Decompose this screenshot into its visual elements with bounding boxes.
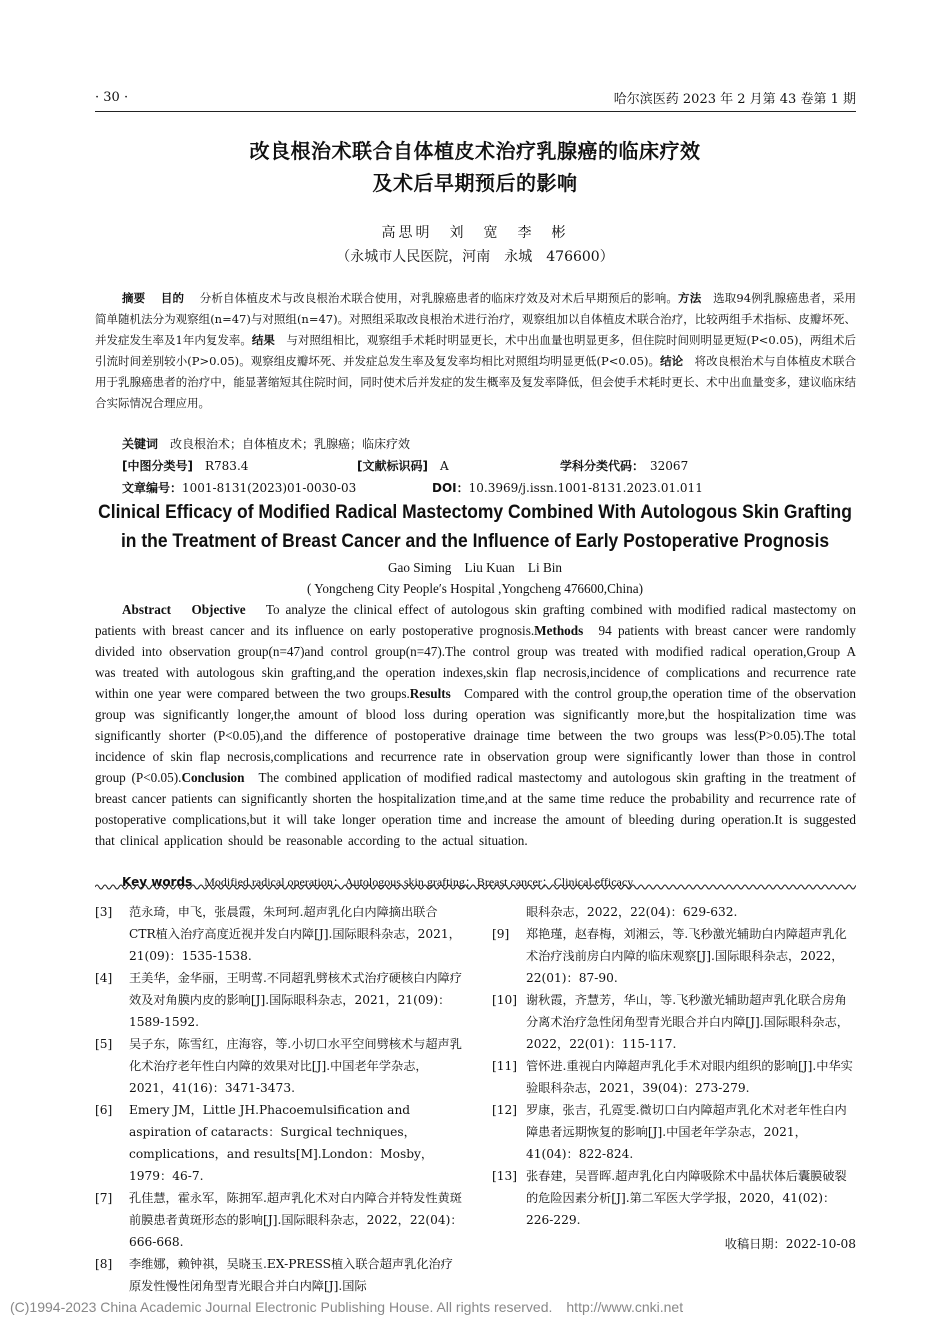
conclusion-en-label: Conclusion (181, 770, 245, 785)
wavy-divider (95, 882, 856, 892)
authors-cn: 高思明 刘 宽 李 彬 (381, 225, 569, 241)
abstract-en-label: Abstract (122, 602, 172, 617)
clc-label: [中图分类号] (122, 459, 193, 473)
header-rule (95, 111, 856, 112)
article-id-value: 1001-8131(2023)01-0030-03 (182, 481, 357, 495)
reference-number: [6] (95, 1103, 113, 1117)
doi-label: DOI： (432, 481, 469, 495)
received-date: 收稿日期：2022-10-08 (724, 1237, 856, 1251)
doc-code (357, 457, 449, 474)
reference-item (95, 901, 463, 967)
objective-cn: 分析自体植皮术与改良根治术联合使用，对乳腺癌患者的临床疗效及对术后早期预后的影响。 (199, 291, 679, 305)
subject-value: 32067 (650, 459, 689, 473)
doi-value: 10.3969/j.issn.1001-8131.2023.01.011 (468, 481, 703, 495)
conclusion-en: The combined application of modified radical mastectomy and autologous skin grafting in the treatment of breast cancer patients can significantly shorten the hospitalization time,and at the same time reduce the probability and recurrence rate of postoperative complications,but it will take longer operation time and increase the amount of bleeding during operation.It is suggested that clinical application should be reasonable according to the actual situation. (95, 770, 856, 848)
reference-number: [9] (492, 927, 510, 941)
title-en-line-1: Clinical Efficacy of Modified Radical Mastectomy Combined With Autologous Skin Grafting (98, 502, 852, 523)
doc-value: A (440, 459, 449, 473)
reference-text: Emery JM，Little JH.Phacoemulsification and aspiration of cataracts：Surgical techniques，complications，and results[M].London：Mosby，1979：46-7. (129, 1103, 434, 1183)
journal-header: 哈尔滨医药 2023 年 2 月第 43 卷第 1 期 (613, 92, 856, 107)
keywords-cn-label: 关键词 (122, 437, 159, 451)
reference-text: 郑艳瑾，赵春梅，刘湘云，等.飞秒激光辅助白内障超声乳化术治疗浅前房白内障的临床观察[J].国际眼科杂志，2022，22(01)：87-90. (526, 927, 847, 985)
reference-text: 张春建，吴晋晖.超声乳化白内障吸除术中晶状体后囊膜破裂的危险因素分析[J].第二军医大学学报，2020，41(02)：226-229. (526, 1169, 847, 1227)
doc-label: [文献标识码] (357, 459, 428, 473)
clc-value: R783.4 (205, 459, 249, 473)
subject-code (560, 457, 688, 474)
reference-item (95, 1033, 463, 1099)
methods-cn-label: 方法 (678, 291, 702, 305)
results-cn: 与对照组相比，观察组手术耗时明显更长，术中出血量也明显更多，但住院时间则明显更短(P<0.05)，两组术后引流时间差别较小(P>0.05)。观察组皮瓣坏死、并发症总发生率及复发率均相比对照组均明显更低(P<0.05)。 (95, 333, 857, 368)
abstract-cn (95, 288, 856, 414)
abstract-en (95, 599, 856, 851)
title-cn-line-2: 及术后早期预后的影响 (372, 171, 578, 195)
reference-number: [4] (95, 971, 113, 985)
reference-number: [7] (95, 1191, 113, 1205)
objective-en: To analyze the clinical effect of autologous skin grafting combined with modified radical mastectomy on patients with breast cancer and its influence on early postoperative prognosis. (95, 602, 856, 638)
conclusion-cn: 将改良根治术与自体植皮术联合用于乳腺癌患者的治疗中，能显著缩短其住院时间，同时使术后并发症的发生概率及复发率降低，但会使手术耗时更长、术中出血量变多，建议临床结合实际情况合理应用。 (95, 354, 857, 410)
results-en: Compared with the control group,the operation time of the observation group was significantly longer,the amount of blood loss during operation was significantly more,but the hospitalization time was significantly shorter (P<0.05),and the difference of postoperative drainage time between the two groups was less(P>0.05).The total incidence of skin flap necrosis,complications and recurrence rate in observation group were significantly lower than those in control group (P<0.05). (95, 686, 857, 785)
reference-number: [11] (492, 1059, 518, 1073)
reference-item (95, 1253, 463, 1297)
keywords-cn-value: 改良根治术；自体植皮术；乳腺癌；临床疗效 (170, 437, 411, 451)
results-en-label: Results (409, 686, 451, 701)
affiliation-cn: （永城市人民医院，河南 永城 476600） (336, 249, 614, 265)
reference-item (95, 1099, 463, 1187)
reference-item (492, 1099, 856, 1165)
title-en-line-2: in the Treatment of Breast Cancer and the Influence of Early Postoperative Prognosis (120, 531, 830, 552)
reference-text: 谢秋霞，齐慧芳，华山，等.飞秒激光辅助超声乳化联合房角分离术治疗急性闭角型青光眼合并白内障[J].国际眼科杂志，2022，22(01)：115-117. (526, 993, 849, 1051)
reference-text: 范永琦，申飞，张晨霞，朱珂珂.超声乳化白内障摘出联合CTR植入治疗高度近视并发白内障[J].国际眼科杂志，2021，21(09)：1535-1538. (129, 905, 461, 963)
reference-number: [3] (95, 905, 113, 919)
reference-number: [13] (492, 1169, 518, 1183)
abstract-cn-label: 摘要 (122, 291, 146, 305)
keywords-en-label: Key words (122, 875, 193, 889)
reference-item (492, 1055, 856, 1099)
methods-cn: 选取94例乳腺癌患者，采用简单随机法分为观察组(n=47)与对照组(n=47)。对照组采取改良根治术进行治疗，观察组加以自体植皮术联合治疗，比较两组手术指标、皮瓣坏死、并发症发生率及1年内复发率。 (95, 291, 857, 347)
copyright-footer: (C)1994-2023 China Academic Journal Electronic Publishing House. All rights reserved. http://www.cnki.net (10, 1299, 684, 1315)
article-id (122, 479, 356, 496)
references-left (95, 901, 463, 1297)
reference-text: 吴子东，陈雪红，庄海容，等.小切口水平空间劈核术与超声乳化术治疗老年性白内障的效果对比[J].中国老年学杂志，2021，41(16)：3471-3473. (129, 1037, 462, 1095)
objective-cn-label: 目的 (160, 291, 185, 305)
page-number: · 30 · (95, 90, 129, 105)
reference-continuation: 眼科杂志，2022，22(04)：629-632. (526, 905, 738, 919)
clc-code (122, 457, 248, 474)
reference-text: 李维娜，赖钟祺，吴晓玉.EX-PRESS植入联合超声乳化治疗原发性慢性闭角型青光眼合并白内障[J].国际 (129, 1257, 453, 1293)
reference-number: [12] (492, 1103, 518, 1117)
reference-text: 管怀进.重视白内障超声乳化手术对眼内组织的影响[J].中华实验眼科杂志，2021，39(04)：273-279. (526, 1059, 853, 1095)
reference-item (95, 967, 463, 1033)
reference-text: 罗康，张吉，孔霓雯.微切口白内障超声乳化术对老年性白内障患者远期恢复的影响[J].中国老年学杂志，2021，41(04)：822-824. (526, 1103, 847, 1161)
keywords-cn (122, 435, 410, 452)
reference-number: [8] (95, 1257, 113, 1271)
authors-en: Gao Siming Liu Kuan Li Bin (388, 560, 562, 575)
title-cn-line-1: 改良根治术联合自体植皮术治疗乳腺癌的临床疗效 (249, 139, 701, 163)
reference-number: [5] (95, 1037, 113, 1051)
article-id-label: 文章编号： (122, 481, 183, 495)
reference-item (95, 1187, 463, 1253)
reference-item (492, 923, 856, 989)
references-right (492, 901, 856, 1255)
objective-en-label: Objective (191, 602, 246, 617)
methods-en: 94 patients with breast cancer were randomly divided into observation group(n=47)and control group(n=47).The control group was treated with modified radical operation,Group A was treated with autologous skin grafting,and the operation indexes,skin flap necrosis,incidence of complications and recurrence rate within one year were compared between the two groups. (95, 623, 857, 701)
subject-label: 学科分类代码： (560, 459, 639, 473)
results-cn-label: 结果 (251, 333, 275, 347)
reference-number: [10] (492, 993, 518, 1007)
keywords-en-value: Modified radical operation；Autologous skin grafting；Breast cancer；Clinical efficacy (204, 875, 634, 889)
affiliation-en: ( Yongcheng City People′s Hospital ,Yongcheng 476600,China) (307, 581, 643, 596)
reference-item (492, 989, 856, 1055)
reference-text: 孔佳慧，霍永军，陈拥军.超声乳化术对白内障合并特发性黄斑前膜患者黄斑形态的影响[J].国际眼科杂志，2022，22(04)：666-668. (129, 1191, 463, 1249)
methods-en-label: Methods (534, 623, 584, 638)
doi (432, 479, 703, 496)
conclusion-cn-label: 结论 (660, 354, 684, 368)
reference-text: 王美华，金华丽，王明莺.不同超乳劈核术式治疗硬核白内障疗效及对角膜内皮的影响[J].国际眼科杂志，2021，21(09)：1589-1592. (129, 971, 462, 1029)
reference-item (492, 1165, 856, 1231)
